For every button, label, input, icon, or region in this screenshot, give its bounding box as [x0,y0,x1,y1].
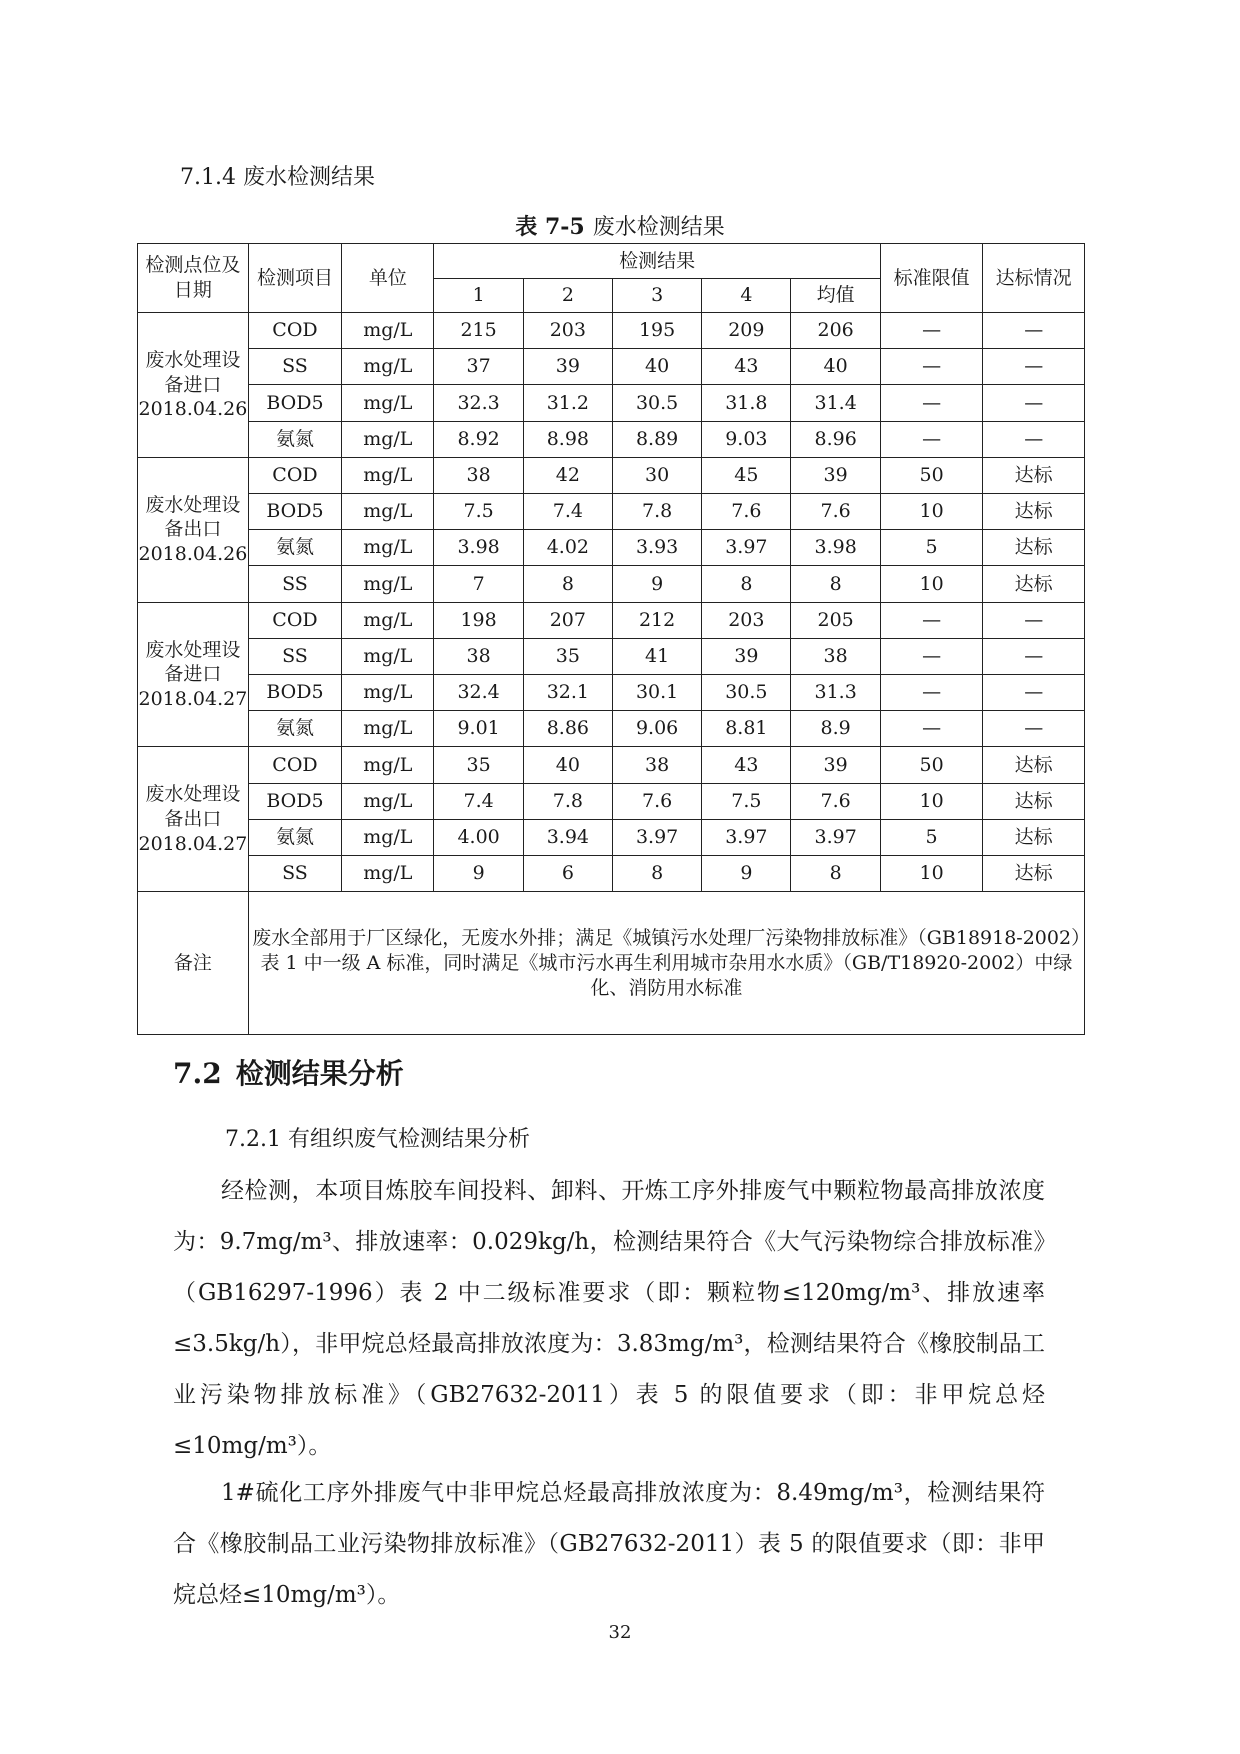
limit-cell: — [880,602,983,638]
item-cell: 氨氮 [248,530,341,566]
unit-cell: mg/L [342,494,434,530]
header-status: 达标情况 [983,244,1085,313]
table-row [138,313,1085,349]
result-3-cell: 30 [612,457,701,493]
result-2-cell: 8.86 [523,711,612,747]
result-3-cell: 40 [612,349,701,385]
item-cell: COD [248,313,341,349]
result-1-cell: 198 [434,602,523,638]
item-cell: 氨氮 [248,819,341,855]
result-2-cell: 40 [523,747,612,783]
result-2-cell: 7.4 [523,494,612,530]
unit-cell: mg/L [342,856,434,892]
result-1-cell: 3.98 [434,530,523,566]
table-row [138,457,1085,493]
average-cell: 206 [791,313,880,349]
status-cell: — [983,711,1085,747]
item-cell: COD [248,457,341,493]
limit-cell: — [880,421,983,457]
result-1-cell: 7.4 [434,783,523,819]
result-1-cell: 4.00 [434,819,523,855]
result-2-cell: 3.94 [523,819,612,855]
result-2-cell: 6 [523,856,612,892]
average-cell: 8.9 [791,711,880,747]
status-cell: 达标 [983,530,1085,566]
result-2-cell: 207 [523,602,612,638]
result-4-cell: 43 [702,747,791,783]
average-cell: 8 [791,856,880,892]
item-cell: BOD5 [248,783,341,819]
limit-cell: 10 [880,783,983,819]
item-cell: SS [248,349,341,385]
status-cell: — [983,385,1085,421]
limit-cell: 10 [880,566,983,602]
result-1-cell: 32.4 [434,675,523,711]
item-cell: 氨氮 [248,711,341,747]
table-row [138,675,1085,711]
result-3-cell: 30.1 [612,675,701,711]
limit-cell: 50 [880,747,983,783]
point-date-cell: 废水处理设备出口 2018.04.26 [138,457,249,602]
limit-cell: — [880,675,983,711]
header-results: 检测结果 [434,244,880,279]
result-3-cell: 195 [612,313,701,349]
status-cell: — [983,421,1085,457]
status-cell: — [983,638,1085,674]
status-cell: 达标 [983,856,1085,892]
result-3-cell: 3.93 [612,530,701,566]
header-point-date: 检测点位及日期 [138,244,249,313]
table-row [138,747,1085,783]
average-cell: 7.6 [791,783,880,819]
result-3-cell: 7.6 [612,783,701,819]
result-3-cell: 41 [612,638,701,674]
limit-cell: — [880,385,983,421]
status-cell: — [983,349,1085,385]
result-2-cell: 203 [523,313,612,349]
result-1-cell: 7 [434,566,523,602]
result-3-cell: 212 [612,602,701,638]
result-3-cell: 30.5 [612,385,701,421]
limit-cell: — [880,638,983,674]
average-cell: 39 [791,457,880,493]
item-cell: COD [248,602,341,638]
section-heading-7-2-1: 7.2.1 有组织废气检测结果分析 [225,1127,530,1152]
result-4-cell: 209 [702,313,791,349]
average-cell: 205 [791,602,880,638]
unit-cell: mg/L [342,457,434,493]
result-2-cell: 42 [523,457,612,493]
result-3-cell: 9.06 [612,711,701,747]
note-text: 废水全部用于厂区绿化，无废水外排；满足《城镇污水处理厂污染物排放标准》（GB18918-2002）表 1 中一级 A 标准，同时满足《城市污水再生利用城市杂用水水质》（GB/T18920-2002）中绿化、消防用水标准 [248,892,1084,1035]
table-row [138,385,1085,421]
result-1-cell: 8.92 [434,421,523,457]
status-cell: 达标 [983,566,1085,602]
status-cell: 达标 [983,457,1085,493]
status-cell: — [983,313,1085,349]
unit-cell: mg/L [342,747,434,783]
header-item: 检测项目 [248,244,341,313]
result-2-cell: 8.98 [523,421,612,457]
result-4-cell: 3.97 [702,819,791,855]
result-1-cell: 38 [434,638,523,674]
result-1-cell: 215 [434,313,523,349]
header-result-4: 4 [702,279,791,313]
result-2-cell: 4.02 [523,530,612,566]
unit-cell: mg/L [342,819,434,855]
result-3-cell: 3.97 [612,819,701,855]
item-cell: SS [248,638,341,674]
item-cell: BOD5 [248,675,341,711]
average-cell: 38 [791,638,880,674]
table-caption-number: 表 7-5 [515,214,585,240]
page-number: 32 [608,1622,632,1643]
item-cell: BOD5 [248,494,341,530]
result-2-cell: 8 [523,566,612,602]
table-row [138,566,1085,602]
result-2-cell: 7.8 [523,783,612,819]
average-cell: 8 [791,566,880,602]
paragraph-organized-emission: 经检测，本项目炼胶车间投料、卸料、开炼工序外排废气中颗粒物最高排放浓度为：9.7mg/m³、排放速率：0.029kg/h，检测结果符合《大气污染物综合排放标准》（GB16297-1996）表 2 中二级标准要求（即：颗粒物≤120mg/m³、排放速率≤3.5kg/h），非甲烷总烃最高排放浓度为：3.83mg/m³，检测结果符合《橡胶制品工业污染物排放标准》（GB27632-2011）表 5 的限值要求（即：非甲烷总烃≤10mg/m³）。 [173,1178,1045,1459]
limit-cell: 50 [880,457,983,493]
unit-cell: mg/L [342,349,434,385]
table-row [138,783,1085,819]
result-1-cell: 7.5 [434,494,523,530]
item-cell: 氨氮 [248,421,341,457]
unit-cell: mg/L [342,602,434,638]
result-3-cell: 8 [612,856,701,892]
result-2-cell: 39 [523,349,612,385]
average-cell: 3.97 [791,819,880,855]
result-3-cell: 38 [612,747,701,783]
header-unit: 单位 [342,244,434,313]
status-cell: 达标 [983,783,1085,819]
limit-cell: 5 [880,819,983,855]
average-cell: 39 [791,747,880,783]
result-4-cell: 39 [702,638,791,674]
status-cell: 达标 [983,494,1085,530]
result-4-cell: 9 [702,856,791,892]
table-row [138,856,1085,892]
table-row [138,349,1085,385]
unit-cell: mg/L [342,711,434,747]
unit-cell: mg/L [342,675,434,711]
average-cell: 40 [791,349,880,385]
average-cell: 8.96 [791,421,880,457]
note-label: 备注 [138,892,249,1035]
unit-cell: mg/L [342,566,434,602]
average-cell: 31.3 [791,675,880,711]
unit-cell: mg/L [342,421,434,457]
result-2-cell: 31.2 [523,385,612,421]
result-4-cell: 30.5 [702,675,791,711]
table-row [138,711,1085,747]
result-4-cell: 45 [702,457,791,493]
result-1-cell: 38 [434,457,523,493]
wastewater-results-table [137,243,1085,1035]
paragraph-vulcanization-emission: 1#硫化工序外排废气中非甲烷总烃最高排放浓度为：8.49mg/m³，检测结果符合《橡胶制品工业污染物排放标准》（GB27632-2011）表 5 的限值要求（即：非甲烷总烃≤10mg/m³）。 [173,1480,1045,1608]
result-3-cell: 9 [612,566,701,602]
result-3-cell: 7.8 [612,494,701,530]
limit-cell: 10 [880,856,983,892]
result-4-cell: 43 [702,349,791,385]
point-date-cell: 废水处理设备进口 2018.04.26 [138,313,249,458]
result-4-cell: 8.81 [702,711,791,747]
unit-cell: mg/L [342,385,434,421]
result-1-cell: 9.01 [434,711,523,747]
table-row [138,638,1085,674]
section-heading-7-2 [173,1052,404,1092]
table-row [138,602,1085,638]
result-4-cell: 203 [702,602,791,638]
unit-cell: mg/L [342,783,434,819]
result-1-cell: 9 [434,856,523,892]
result-4-cell: 3.97 [702,530,791,566]
item-cell: COD [248,747,341,783]
average-cell: 3.98 [791,530,880,566]
unit-cell: mg/L [342,313,434,349]
result-1-cell: 35 [434,747,523,783]
item-cell: BOD5 [248,385,341,421]
limit-cell: — [880,349,983,385]
header-result-1: 1 [434,279,523,313]
header-limit: 标准限值 [880,244,983,313]
section-number: 7.2 [173,1057,222,1090]
unit-cell: mg/L [342,638,434,674]
item-cell: SS [248,566,341,602]
result-3-cell: 8.89 [612,421,701,457]
result-4-cell: 7.5 [702,783,791,819]
header-result-3: 3 [612,279,701,313]
limit-cell: 5 [880,530,983,566]
result-4-cell: 31.8 [702,385,791,421]
header-result-2: 2 [523,279,612,313]
unit-cell: mg/L [342,530,434,566]
section-title: 检测结果分析 [235,1057,404,1090]
section-heading-7-1-4: 7.1.4 废水检测结果 [180,165,375,190]
item-cell: SS [248,856,341,892]
result-2-cell: 32.1 [523,675,612,711]
table-caption [0,210,1240,241]
result-1-cell: 37 [434,349,523,385]
table-row [138,494,1085,530]
header-average: 均值 [791,279,880,313]
table-row [138,530,1085,566]
limit-cell: 10 [880,494,983,530]
point-date-cell: 废水处理设备进口 2018.04.27 [138,602,249,747]
table-row [138,819,1085,855]
status-cell: — [983,675,1085,711]
result-4-cell: 7.6 [702,494,791,530]
status-cell: — [983,602,1085,638]
table-row [138,421,1085,457]
result-1-cell: 32.3 [434,385,523,421]
result-2-cell: 35 [523,638,612,674]
status-cell: 达标 [983,747,1085,783]
point-date-cell: 废水处理设备出口 2018.04.27 [138,747,249,892]
result-4-cell: 9.03 [702,421,791,457]
table-caption-text: 废水检测结果 [592,215,725,240]
result-4-cell: 8 [702,566,791,602]
status-cell: 达标 [983,819,1085,855]
average-cell: 31.4 [791,385,880,421]
average-cell: 7.6 [791,494,880,530]
limit-cell: — [880,711,983,747]
limit-cell: — [880,313,983,349]
